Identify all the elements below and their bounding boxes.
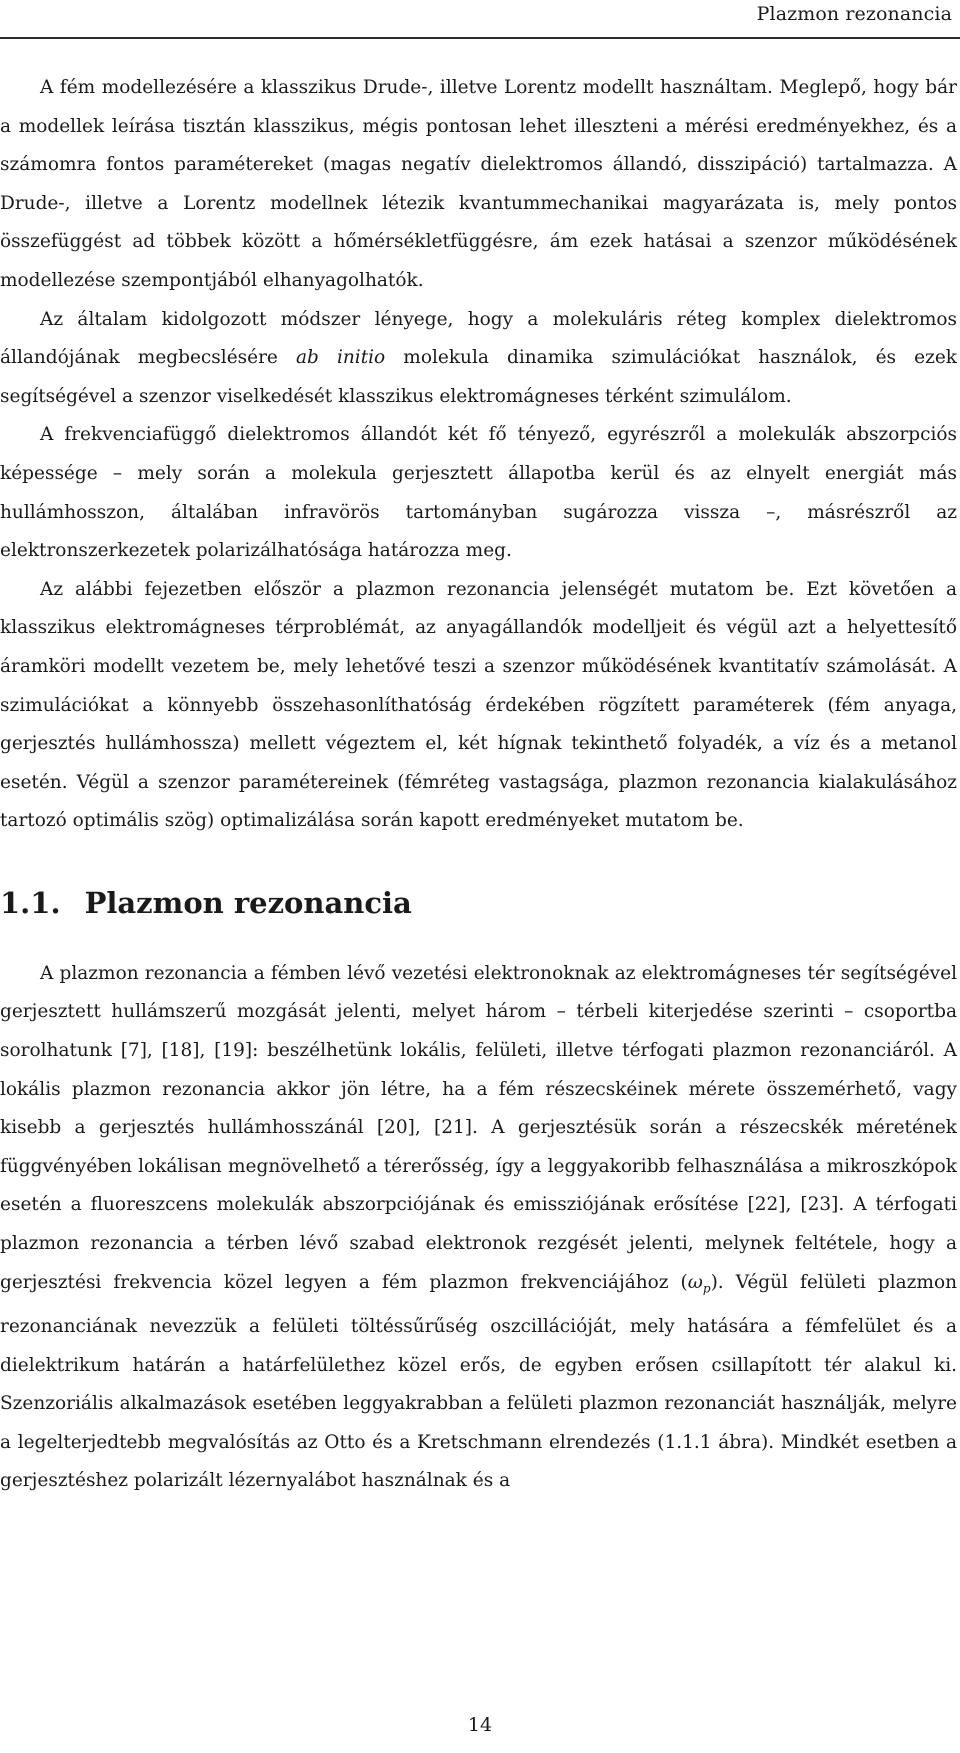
paragraph-plasmon-resonance [0, 955, 957, 1501]
paragraph-drude-lorentz: A fém modellezésére a klasszikus Drude-, illetve Lorentz modellt használtam. Meglepő, hogy bár a modellek leírása tisztán klasszikus, mégis pontosan lehet illeszteni a mérési eredményekhez, és a számomra fontos paramétereket (magas negatív dielektromos állandó, disszipáció) tartalmazza. A Drude-, illetve a Lorentz modellnek létezik kvantummechanikai magyarázata is, mely pontos összefüggést ad többek között a hőmérsékletfüggésre, ám ezek hatásai a szenzor működésének modellezése szempontjából elhanyagolhatók. [0, 77, 957, 291]
paragraph-method [0, 301, 957, 417]
page-number: 14 [467, 1714, 493, 1736]
omega-subscript: p [702, 1281, 711, 1296]
ab-initio-term: ab initio [295, 347, 386, 369]
paragraph-dielectric-constant: A frekvenciafüggő dielektromos állandót két fő tényező, egyrészről a molekulák abszorpciós képessége – mely során a molekula gerjesztett állapotba kerül és az elnyelt energiát más hullámhosszon, általában infravörös tartományban sugározza vissza –, másrészről az elektronszerkezetek polarizálhatósága határozza meg. [0, 424, 957, 562]
running-head: Plazmon rezonancia [756, 3, 952, 25]
section-heading [0, 883, 957, 923]
paragraph-plasmon-text-b: ). Végül felületi plazmon rezonanciának nevezzük a felületi töltéssűrűség oszcillációját, mely hatására a fémfelület és a dielektrikum határán a határfelülethez közel erős, de egyben erősen csillapított tér alakul ki. Szenzoriális alkalmazások esetében leggyakrabban a felületi plazmon rezonanciát használják, melyre a legelterjedtebb megvalósítás az Otto és a Kretschmann elrendezés (1.1.1 ábra). Mindkét esetben a gerjesztéshez polarizált lézernyalábot használnak és a [0, 1271, 957, 1492]
omega-symbol: $\omega_p$ [687, 1271, 711, 1296]
paragraph-plasmon-text-a: A plazmon rezonancia a fémben lévő vezetési elektronoknak az elektromágneses tér segítségével gerjesztett hullámszerű mozgását jelenti, melyet három – térbeli kiterjedése szerinti – csoportba sorolhatunk [7], [18], [19]: beszélhetünk lokális, felületi, illetve térfogati plazmon rezonanciáról. A lokális plazmon rezonancia akkor jön létre, ha a fém részecskéinek mérete összemérhető, vagy kisebb a gerjesztés hullámhosszánál [20], [21]. A gerjesztésük során a részecskék méretének függvényében lokálisan megnövelhető a térerősség, így a leggyakoribb felhasználása a mikroszkópok esetén a fluoreszcens molekulák abszorpciójának és emissziójának erősítése [22], [23]. A térfogati plazmon rezonancia a térben lévő szabad elektronok rezgését jelenti, melynek feltétele, hogy a gerjesztési frekvencia közel legyen a fém plazmon frekvenciájához ( [0, 962, 957, 1293]
section-number: 1.1. [0, 885, 61, 920]
body-text [0, 69, 957, 1501]
paragraph-method-text-a: Az általam kidolgozott módszer lényege, hogy a molekuláris réteg komplex dielektromos állandójának megbecslésére [0, 308, 957, 369]
paragraph-chapter-overview: Az alábbi fejezetben először a plazmon rezonancia jelenségét mutatom be. Ezt követően a klasszikus elektromágneses térproblémát, az anyagállandók modelljeit és végül azt a helyettesítő áramköri modellt vezetem be, mely lehetővé teszi a szenzor működésének kvantitatív számolását. A szimulációkat a könnyebb összehasonlíthatóság érdekében rögzített paraméterek (fém anyaga, gerjesztés hullámhossza) mellett végeztem el, két hígnak tekinthető folyadék, a víz és a metanol esetén. Végül a szenzor paramétereinek (fémréteg vastagsága, plazmon rezonancia kialakulásához tartozó optimális szög) optimalizálása során kapott eredményeket mutatom be. [0, 578, 957, 832]
paragraph-method-text-b: molekula dinamika szimulációkat használok, és ezek segítségével a szenzor viselkedését klasszikus elektromágneses térként szimulálom. [0, 347, 957, 407]
section-title: Plazmon rezonancia [84, 885, 412, 920]
header-rule [0, 37, 960, 39]
